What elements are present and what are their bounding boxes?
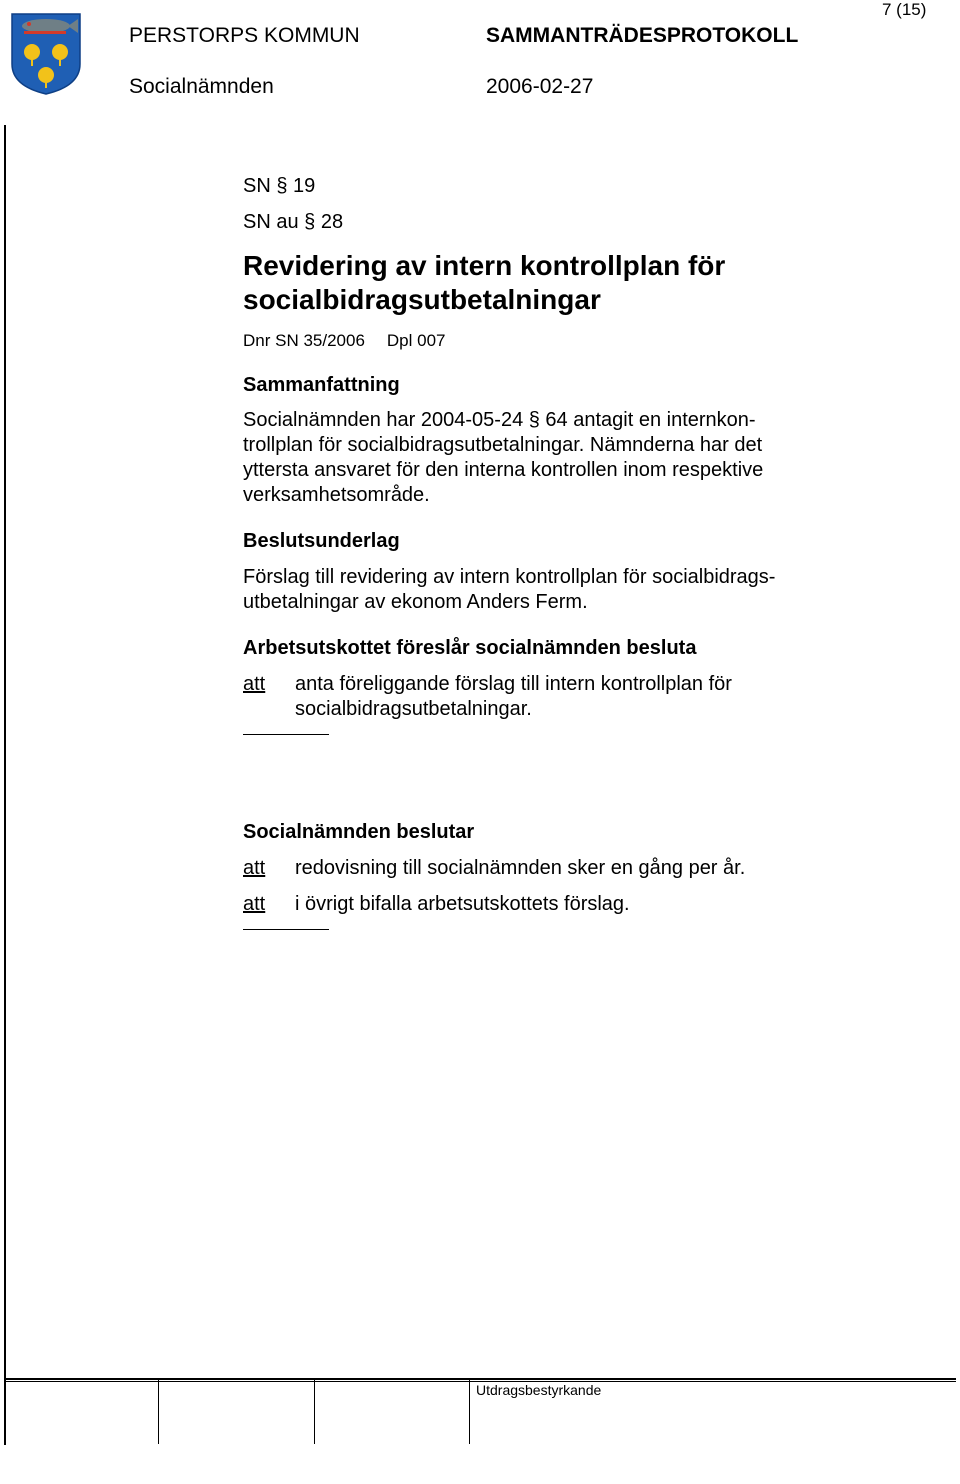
basis-line: Förslag till revidering av intern kontrollplan för socialbidrags-	[243, 566, 776, 588]
proposal-item	[243, 672, 843, 722]
meeting-date: 2006-02-27	[486, 75, 594, 98]
proposal-line: anta föreliggande förslag till intern kontrollplan för	[295, 673, 732, 695]
decision-item	[243, 892, 843, 917]
separator-rule	[243, 734, 329, 735]
municipality-name: PERSTORPS KOMMUN	[129, 24, 360, 47]
summary-line: verksamhetsområde.	[243, 484, 430, 506]
protocol-section	[243, 174, 843, 930]
separator-rule	[243, 929, 329, 930]
document-type: SAMMANTRÄDESPROTOKOLL	[486, 24, 799, 47]
signature-box-divider	[469, 1380, 470, 1444]
section-reference: SN § 19	[243, 175, 316, 197]
certification-label: Utdragsbestyrkande	[476, 1382, 602, 1398]
basis-text	[243, 565, 843, 615]
dnr-number: Dnr SN 35/2006	[243, 331, 365, 350]
basis-heading: Beslutsunderlag	[243, 530, 400, 552]
proposal-item-text	[295, 672, 732, 722]
dpl-number: Dpl 007	[386, 331, 446, 350]
summary-line: Socialnämnden har 2004-05-24 § 64 antagit en internkon-	[243, 409, 756, 431]
signature-box-divider	[314, 1380, 315, 1444]
decision-heading: Socialnämnden beslutar	[243, 821, 475, 843]
summary-heading: Sammanfattning	[243, 374, 400, 396]
decision-item-text: i övrigt bifalla arbetsutskottets förslag.	[295, 893, 630, 915]
registration-numbers	[243, 330, 843, 352]
municipal-coat-of-arms-logo	[10, 12, 82, 96]
summary-line: yttersta ansvaret för den interna kontrollen inom respektive	[243, 459, 764, 481]
committee-section-reference: SN au § 28	[243, 211, 344, 233]
proposal-line: socialbidragsutbetalningar.	[295, 698, 532, 720]
title-line: Revidering av intern kontrollplan för	[243, 250, 726, 281]
signature-box-divider	[158, 1380, 159, 1444]
title-line: socialbidragsutbetalningar	[243, 284, 601, 315]
left-margin-rule	[4, 125, 6, 1445]
att-label: att	[243, 857, 266, 879]
footer-rule	[4, 1378, 956, 1380]
summary-line: trollplan för socialbidragsutbetalningar. Nämnderna har det	[243, 434, 763, 456]
section-title	[243, 249, 843, 317]
decision-item	[243, 856, 843, 881]
page-number: 7 (15)	[882, 0, 927, 19]
committee-name: Socialnämnden	[129, 75, 274, 98]
summary-text	[243, 408, 843, 508]
basis-line: utbetalningar av ekonom Anders Ferm.	[243, 591, 588, 613]
att-label: att	[243, 673, 266, 695]
decision-item-text: redovisning till socialnämnden sker en gång per år.	[295, 857, 746, 879]
proposal-heading: Arbetsutskottet föreslår socialnämnden besluta	[243, 637, 697, 659]
att-label: att	[243, 893, 266, 915]
